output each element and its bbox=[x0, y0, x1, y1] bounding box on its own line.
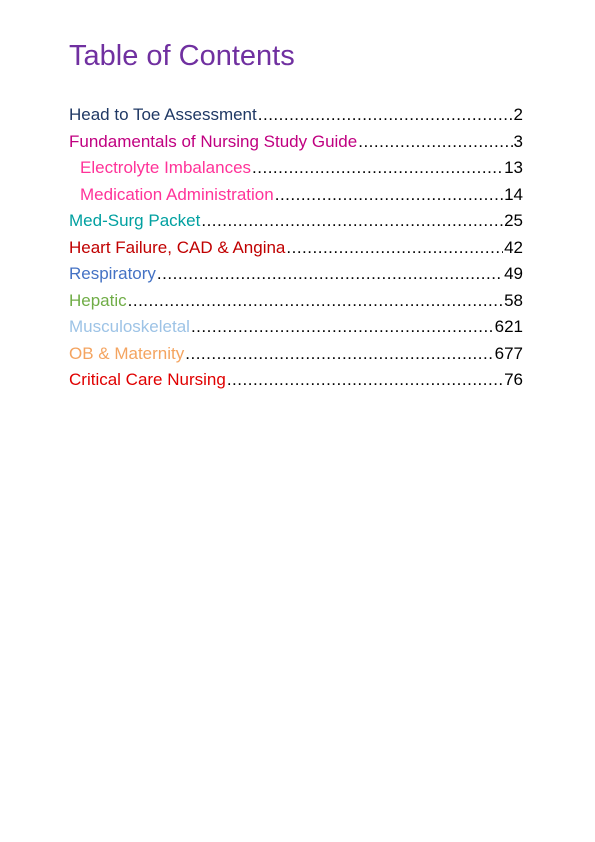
toc-entry-label: Musculoskeletal bbox=[69, 317, 190, 336]
toc-entry-label: Medication Administration bbox=[80, 184, 274, 204]
toc-entry-medication-administration[interactable] bbox=[69, 182, 523, 209]
toc-entry-med-surg[interactable] bbox=[69, 208, 523, 235]
toc-entry-label: Med-Surg Packet bbox=[69, 211, 201, 230]
dot-leader bbox=[275, 182, 503, 209]
toc-entry-label: Heart Failure, CAD & Angina bbox=[69, 237, 286, 257]
toc-entry-hepatic[interactable] bbox=[69, 288, 523, 315]
toc-entry-electrolyte-imbalances[interactable] bbox=[69, 155, 523, 182]
toc-entry-critical-care[interactable] bbox=[69, 367, 523, 394]
toc-entry-page: 25 bbox=[504, 211, 523, 230]
toc-entry-ob-maternity[interactable] bbox=[69, 341, 523, 368]
dot-leader bbox=[258, 102, 513, 129]
dot-leader bbox=[227, 367, 503, 394]
toc-entry-page: 76 bbox=[504, 370, 523, 389]
page-title: Table of Contents bbox=[69, 40, 295, 72]
toc-entry-page: 13 bbox=[504, 158, 523, 177]
toc-entry-label: Critical Care Nursing bbox=[69, 370, 226, 389]
dot-leader bbox=[185, 341, 493, 368]
toc-entry-label: Hepatic bbox=[69, 290, 127, 310]
toc-entry-label: Electrolyte Imbalances bbox=[80, 158, 252, 177]
dot-leader bbox=[201, 208, 503, 235]
toc-entry-page: 3 bbox=[513, 131, 523, 151]
toc-entry-page: 2 bbox=[513, 105, 523, 124]
toc-entry-page: 58 bbox=[504, 290, 523, 310]
dot-leader bbox=[358, 129, 512, 156]
toc-entry-label: Respiratory bbox=[69, 264, 156, 283]
dot-leader bbox=[157, 261, 503, 288]
toc-entry-page: 14 bbox=[504, 184, 523, 204]
toc-entry-label: Head to Toe Assessment bbox=[69, 105, 257, 124]
toc-entry-page: 49 bbox=[504, 264, 523, 283]
toc-entry-fundamentals[interactable] bbox=[69, 129, 523, 156]
dot-leader bbox=[286, 235, 503, 262]
toc-entry-page: 42 bbox=[504, 237, 523, 257]
dot-leader bbox=[191, 314, 494, 341]
toc-entry-page: 621 bbox=[494, 317, 523, 336]
table-of-contents bbox=[69, 102, 523, 394]
toc-entry-heart-failure[interactable] bbox=[69, 235, 523, 262]
toc-entry-respiratory[interactable] bbox=[69, 261, 523, 288]
dot-leader bbox=[128, 288, 503, 315]
toc-entry-musculoskeletal[interactable] bbox=[69, 314, 523, 341]
dot-leader bbox=[252, 155, 503, 182]
toc-entry-label: Fundamentals of Nursing Study Guide bbox=[69, 131, 358, 151]
toc-entry-head-to-toe[interactable] bbox=[69, 102, 523, 129]
toc-entry-label: OB & Maternity bbox=[69, 343, 185, 363]
toc-entry-page: 677 bbox=[494, 343, 523, 363]
